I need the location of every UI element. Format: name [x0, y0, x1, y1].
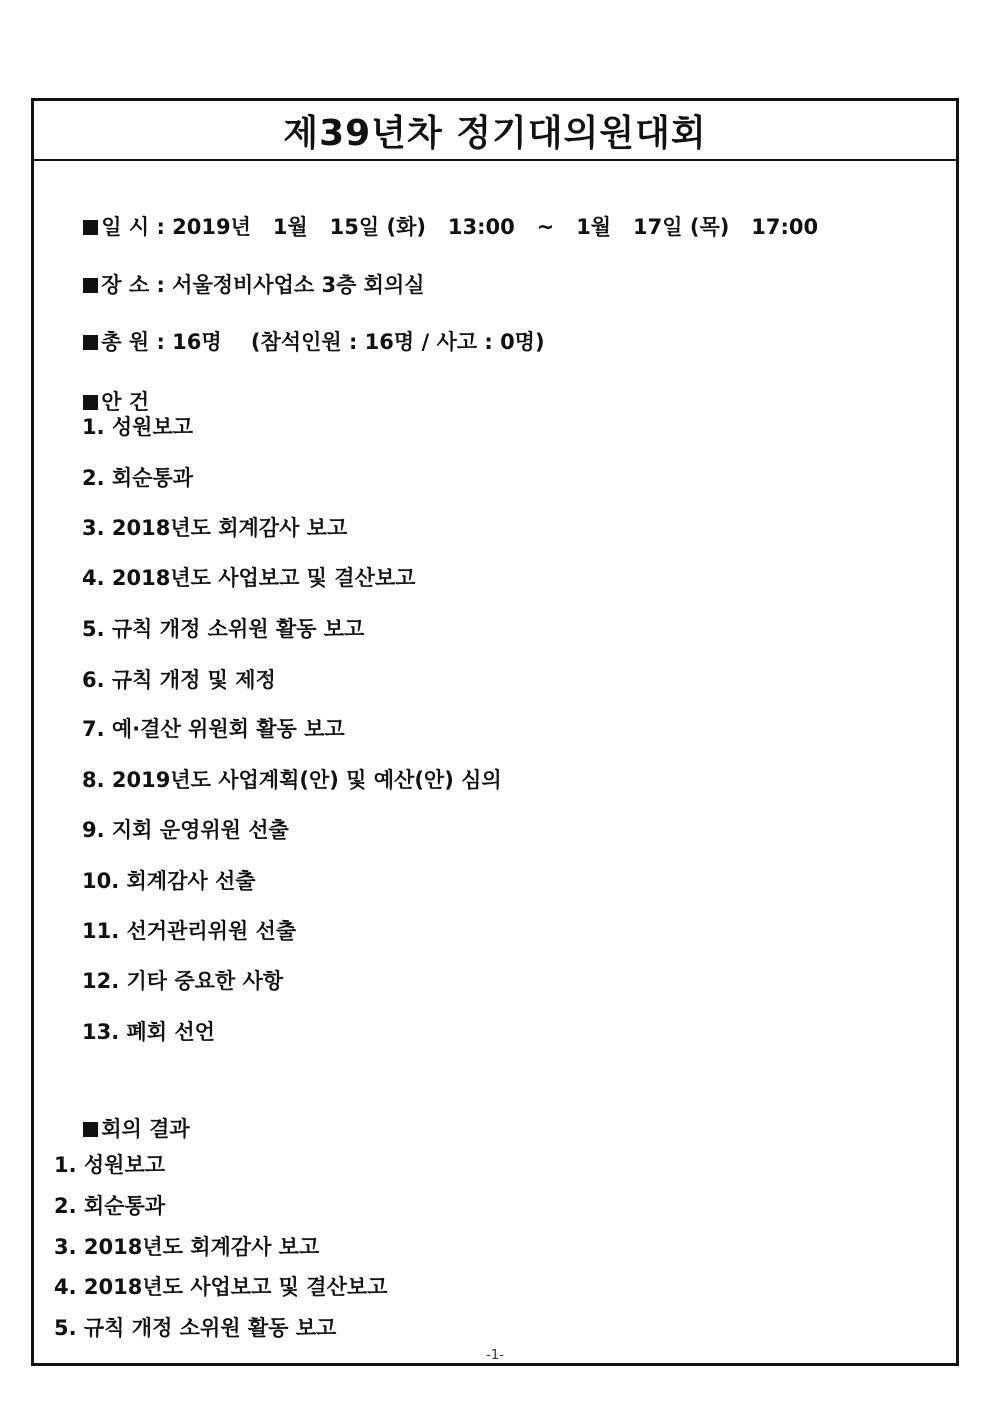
- document-frame: [31, 98, 959, 1366]
- result-item: 4. 2018년도 사업보고 및 결산보고: [54, 1275, 388, 1299]
- agenda-item: 12. 기타 중요한 사항: [82, 969, 284, 993]
- agenda-item: 7. 예·결산 위원회 활동 보고: [82, 717, 345, 741]
- result-item: 5. 규칙 개정 소위원 활동 보고: [54, 1316, 337, 1340]
- place-label: 장 소 :: [101, 273, 165, 297]
- result-item: 2. 회순통과: [54, 1194, 166, 1218]
- agenda-item: 8. 2019년도 사업계획(안) 및 예산(안) 심의: [82, 768, 502, 792]
- schedule-label: 일 시 :: [101, 215, 165, 239]
- agenda-item: 10. 회계감사 선출: [82, 869, 256, 893]
- result-item: 3. 2018년도 회계감사 보고: [54, 1235, 320, 1259]
- agenda-item: 3. 2018년도 회계감사 보고: [82, 516, 348, 540]
- attendance-value: 16명 (참석인원 : 16명 / 사고 : 0명): [172, 330, 545, 354]
- square-bullet-icon: [83, 220, 98, 235]
- result-item: 1. 성원보고: [54, 1153, 166, 1177]
- square-bullet-icon: [83, 1122, 98, 1137]
- results-heading-label: 회의 결과: [101, 1117, 190, 1141]
- agenda-item: 13. 폐회 선언: [82, 1020, 215, 1044]
- place-value: 서울정비사업소 3층 회의실: [172, 273, 425, 297]
- title-bar: [34, 101, 956, 161]
- agenda-item: 6. 규칙 개정 및 제정: [82, 668, 276, 692]
- agenda-item: 4. 2018년도 사업보고 및 결산보고: [82, 566, 416, 590]
- page-title: 제39년차 정기대의원대회: [283, 112, 707, 154]
- agenda-item: 1. 성원보고: [82, 415, 194, 439]
- square-bullet-icon: [83, 395, 98, 410]
- square-bullet-icon: [83, 335, 98, 350]
- agenda-heading-label: 안 건: [101, 390, 150, 414]
- agenda-item: 11. 선거관리위원 선출: [82, 919, 297, 943]
- agenda-item: 9. 지회 운영위원 선출: [82, 818, 289, 842]
- agenda-item: 2. 회순통과: [82, 466, 194, 490]
- page-number: -1-: [486, 1348, 504, 1363]
- agenda-item: 5. 규칙 개정 소위원 활동 보고: [82, 617, 365, 641]
- square-bullet-icon: [83, 278, 98, 293]
- schedule-value: 2019년 1월 15일 (화) 13:00 ~ 1월 17일 (목) 17:00: [172, 215, 819, 239]
- attendance-label: 총 원 :: [101, 330, 165, 354]
